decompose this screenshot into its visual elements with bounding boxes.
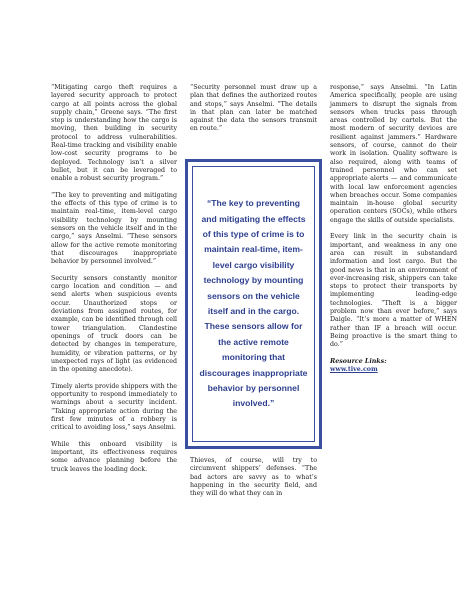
article-column-2-top	[190, 84, 317, 142]
paragraph-anselmi-key: “The key to preventing and mitigating the effects of this type of crime is to maintain real-time, item-level cargo visibility technology by mounting sensors on the vehicle itself and in the cargo,” says Anselmi. “These sensors allow for the active remote monitoring that discourages inappropriate behavior by personnel involved.”	[51, 191, 177, 266]
article-column-3	[330, 84, 457, 383]
resource-link-tive[interactable]: www.tive.com	[330, 366, 378, 374]
paragraph-timely-alerts: Timely alerts provide shippers with the opportunity to respond immediately to warnings about a security incident. “Taking appropriate action during the first few minutes of a robbery is critical to avoiding loss,” says Anselmi.	[51, 382, 177, 432]
paragraph-security-sensors: Security sensors constantly monitor cargo location and condition — and send alerts when suspicious events occur. Unauthorized stops or deviations from assigned routes, for example, can be identified through cell tower triangulation. Clandestine openings of truck doors can be detected by changes in temperature, humidity, or vibration patterns, or by unexpected rays of light (as evidenced in the opening anecdote).	[51, 274, 177, 374]
pull-quote-box	[185, 159, 322, 449]
pull-quote-text: “The key to preventing and mitigating the effects of this type of crime is to maintain real-time, item-level cargo visibility technology by mounting sensors on the vehicle itself and in the cargo. These sensors allow for the active remote monitoring that discourages inappropriate behavior by personnel involved.”	[199, 198, 308, 409]
paragraph-thieves: Thieves, of course, will try to circumvent shippers’ defenses. “The bad actors are savvy as to what’s happening in the security field, and they will do what they can in	[190, 457, 317, 498]
article-column-2-bottom	[190, 457, 317, 507]
paragraph-jammers-response: response,” says Anselmi. “In Latin America specifically, people are using jammers to disrupt the signals from sensors when trucks pass through areas controlled by cartels. But the most modern of security devices are resilient against jammers.” Hardware sensors, of course, cannot do their work in isolation. Quality software is also required, along with teams of trained personnel who can set appropriate alerts — and communicate with local law enforcement agencies when breaches occur. Some companies maintain in-house global security operation centers (SOCs), while others engage the skills of outside specialists.	[330, 84, 457, 224]
article-column-1	[51, 84, 177, 482]
paragraph-onboard-visibility: While this onboard visibility is important, its effectiveness requires some advance planning before the truck leaves the loading dock.	[51, 440, 177, 473]
paragraph-security-plan: “Security personnel must draw up a plan that defines the authorized routes and stops,” says Anselmi. “The details in that plan can later be matched against the data the sensors transmit en route.”	[190, 84, 317, 133]
resource-links-label: Resource Links:	[330, 357, 387, 365]
pull-quote-inner-border	[192, 166, 315, 442]
resource-links	[330, 358, 457, 375]
paragraph-greene-quote: “Mitigating cargo theft requires a layered security approach to protect cargo at all points across the global supply chain,” Greene says. “The first step is understanding how the cargo is moving, then building in security protocol to address vulnerabilities. Real-time tracking and visibility enable low-cost security programs to be deployed. Technology isn’t a silver bullet, but it can be leveraged to enable a robust security program.”	[51, 84, 177, 183]
paragraph-security-chain: Every link in the security chain is important, and weakness in any one area can result in substandard information and lost cargo. But the good news is that in an environment of ever-increasing risk, shippers can take steps to protect their transports by implementing leading-edge technologies. “Theft is a bigger problem now than ever before,” says Daigle. “It’s more a matter of WHEN rather than IF a breach will occur. Being proactive is the smart thing to do.”	[330, 233, 457, 349]
